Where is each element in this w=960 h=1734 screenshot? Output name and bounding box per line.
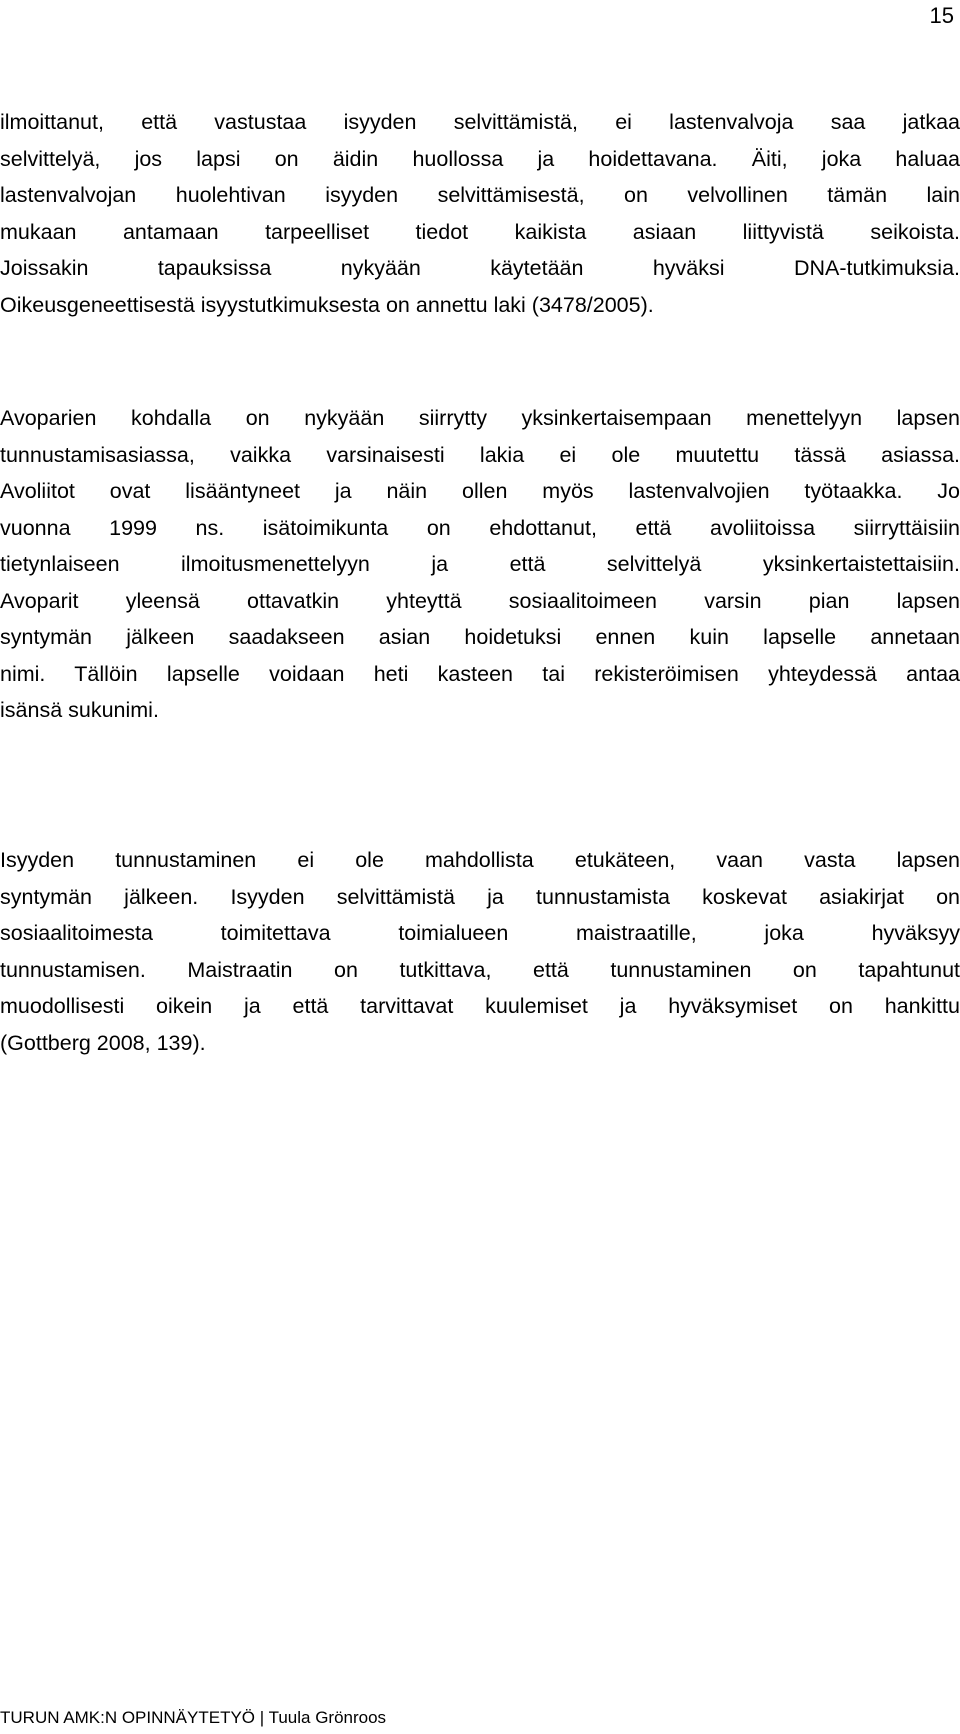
- text-line: selvittelyä, jos lapsi on äidin huollossa ja hoidettavana. Äiti, joka haluaa: [0, 146, 960, 171]
- text-line: syntymän jälkeen saadakseen asian hoidetuksi ennen kuin lapselle annetaan: [0, 625, 960, 649]
- paragraph-2: [0, 400, 960, 729]
- text-line: lastenvalvojan huolehtivan isyyden selvittämisestä, on velvollinen tämän lain: [0, 183, 960, 207]
- paragraph-3: [0, 842, 960, 1061]
- paragraph-1: [0, 104, 960, 323]
- text-line: Avoparien kohdalla on nykyään siirrytty yksinkertaisempaan menettelyyn lapsen: [0, 406, 960, 430]
- text-line: mukaan antamaan tarpeelliset tiedot kaikista asiaan liittyvistä seikoista.: [0, 219, 960, 244]
- text-line: Isyyden tunnustaminen ei ole mahdollista etukäteen, vaan vasta lapsen: [0, 848, 960, 872]
- text-line: Oikeusgeneettisestä isyystutkimuksesta on annettu laki (3478/2005).: [0, 292, 654, 317]
- text-line: syntymän jälkeen. Isyyden selvittämistä ja tunnustamista koskevat asiakirjat on: [0, 884, 960, 909]
- text-line: muodollisesti oikein ja että tarvittavat kuulemiset ja hyväksymiset on hankittu: [0, 994, 960, 1018]
- text-line: sosiaalitoimesta toimitettava toimialueen maistraatille, joka hyväksyy: [0, 921, 960, 945]
- text-line: Avoparit yleensä ottavatkin yhteyttä sosiaalitoimeen varsin pian lapsen: [0, 588, 960, 613]
- text-line: tunnustamisen. Maistraatin on tutkittava, että tunnustaminen on tapahtunut: [0, 957, 960, 982]
- page-footer: TURUN AMK:N OPINNÄYTETYÖ | Tuula Grönroos: [0, 1708, 387, 1727]
- text-line: (Gottberg 2008, 139).: [0, 1030, 206, 1055]
- text-line: tietynlaiseen ilmoitusmenettelyyn ja että selvittelyä yksinkertaistettaisiin.: [0, 552, 960, 576]
- text-line: tunnustamisasiassa, vaikka varsinaisesti lakia ei ole muutettu tässä asiassa.: [0, 442, 960, 467]
- text-line: nimi. Tällöin lapselle voidaan heti kasteen tai rekisteröimisen yhteydessä antaa: [0, 661, 960, 686]
- text-line: Joissakin tapauksissa nykyään käytetään hyväksi DNA-tutkimuksia.: [0, 256, 960, 280]
- page-number: 15: [929, 3, 954, 28]
- text-line: isänsä sukunimi.: [0, 698, 159, 722]
- text-line: vuonna 1999 ns. isätoimikunta on ehdottanut, että avoliitoissa siirryttäisiin: [0, 515, 960, 540]
- text-line: Avoliitot ovat lisääntyneet ja näin ollen myös lastenvalvojien työtaakka. Jo: [0, 479, 960, 503]
- text-line: ilmoittanut, että vastustaa isyyden selvittämistä, ei lastenvalvoja saa jatkaa: [0, 110, 960, 134]
